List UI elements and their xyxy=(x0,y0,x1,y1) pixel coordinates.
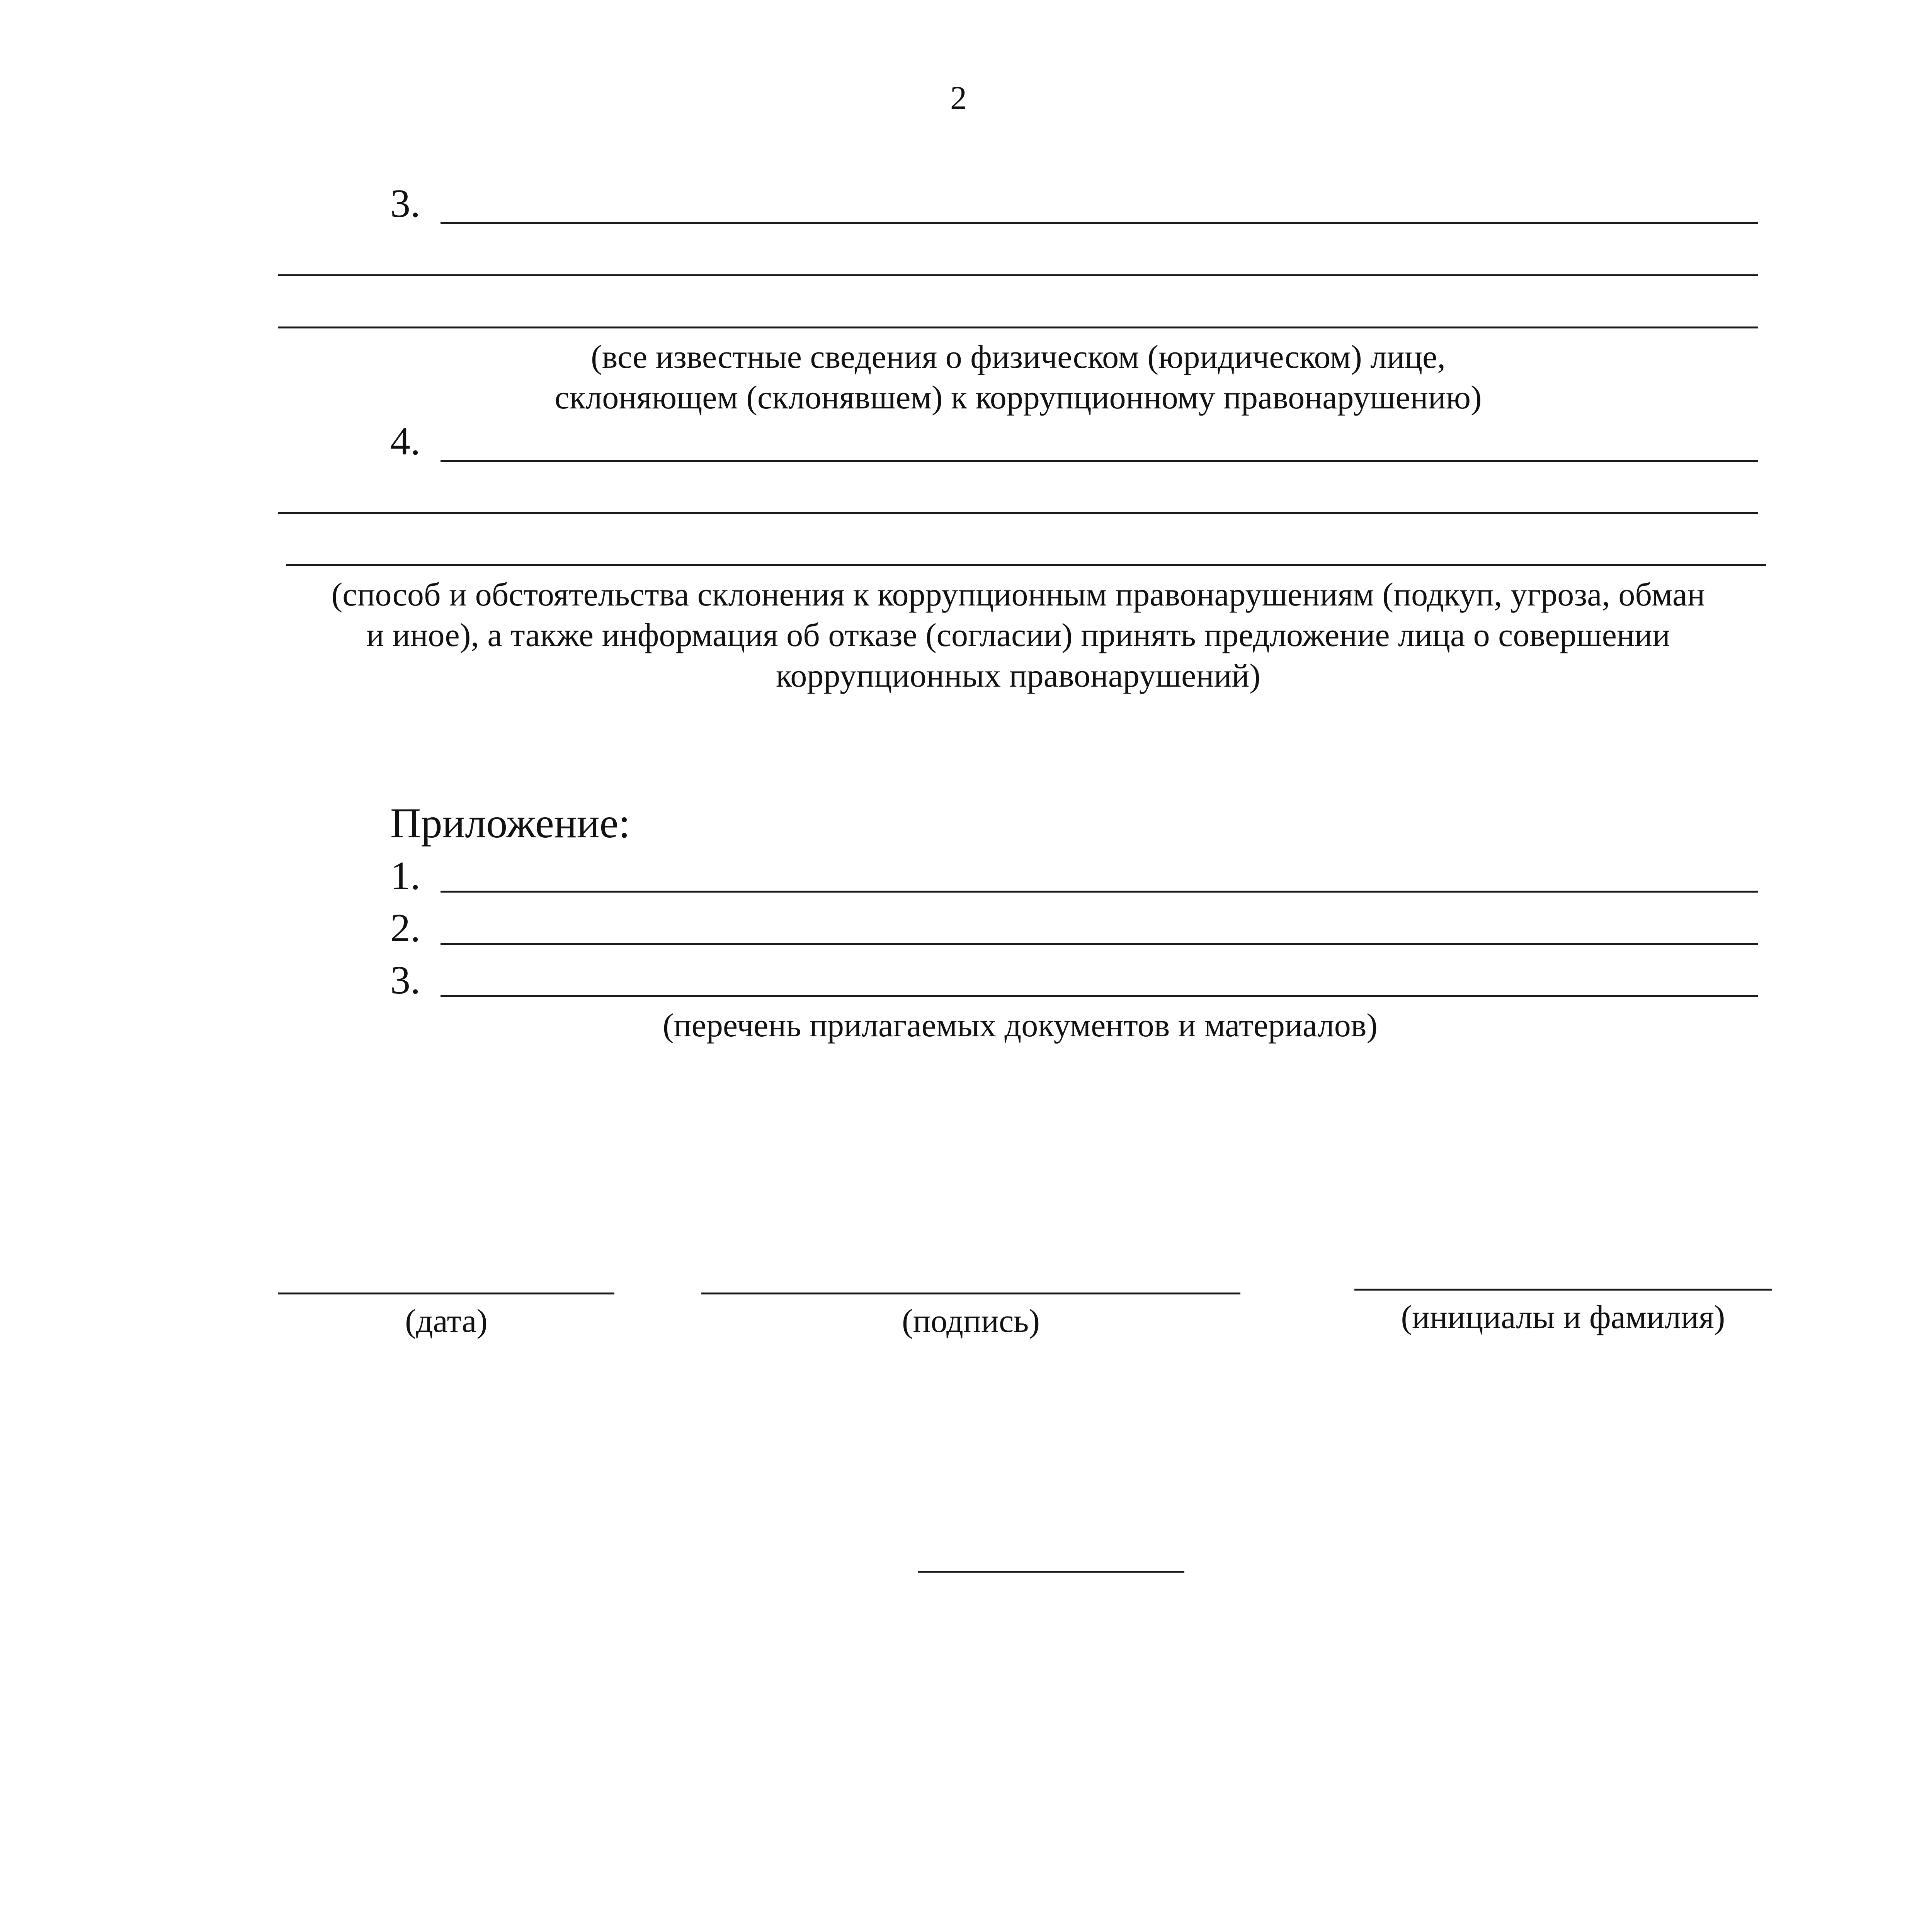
page-number: 2 xyxy=(950,79,967,116)
attachment-caption: (перечень прилагаемых документов и материалов) xyxy=(662,1007,1378,1044)
section-4-caption-line-3: коррупционных правонарушений) xyxy=(776,657,1261,694)
section-3-number: 3. xyxy=(390,181,420,226)
section-4-number: 4. xyxy=(390,419,420,463)
attachment-item-1-number: 1. xyxy=(390,854,420,898)
attachment-item-2-line[interactable] xyxy=(441,943,1758,945)
name-label: (инициалы и фамилия) xyxy=(1401,1298,1725,1335)
section-3-field-line-2[interactable] xyxy=(278,274,1758,276)
section-4-field-line-1[interactable] xyxy=(441,460,1758,462)
attachment-item-1-line[interactable] xyxy=(441,891,1758,893)
signature-field-line[interactable] xyxy=(701,1293,1240,1294)
section-3-caption-line-1: (все известные сведения о физическом (юридическом) лице, xyxy=(591,338,1446,375)
section-3-field-line-1[interactable] xyxy=(441,222,1758,224)
name-field-line[interactable] xyxy=(1354,1289,1772,1291)
section-4-field-line-2[interactable] xyxy=(278,512,1758,514)
attachment-item-3-number: 3. xyxy=(390,958,420,1002)
date-label: (дата) xyxy=(405,1302,488,1339)
date-field-line[interactable] xyxy=(278,1293,614,1294)
attachment-heading: Приложение: xyxy=(390,799,630,847)
section-4-caption-line-2: и иное), а также информация об отказе (согласии) принять предложение лица о совершении xyxy=(366,616,1670,653)
signature-label: (подпись) xyxy=(902,1302,1040,1339)
closing-divider xyxy=(918,1571,1184,1573)
section-4-caption-line-1: (способ и обстоятельства склонения к коррупционным правонарушениям (подкуп, угроза, обман xyxy=(331,576,1705,613)
attachment-item-3-line[interactable] xyxy=(441,995,1758,997)
section-4-field-line-3[interactable] xyxy=(286,564,1766,566)
section-3-caption-line-2: склоняющем (склонявшем) к коррупционному правонарушению) xyxy=(555,379,1482,416)
attachment-item-2-number: 2. xyxy=(390,906,420,950)
section-3-field-line-3[interactable] xyxy=(278,327,1758,328)
